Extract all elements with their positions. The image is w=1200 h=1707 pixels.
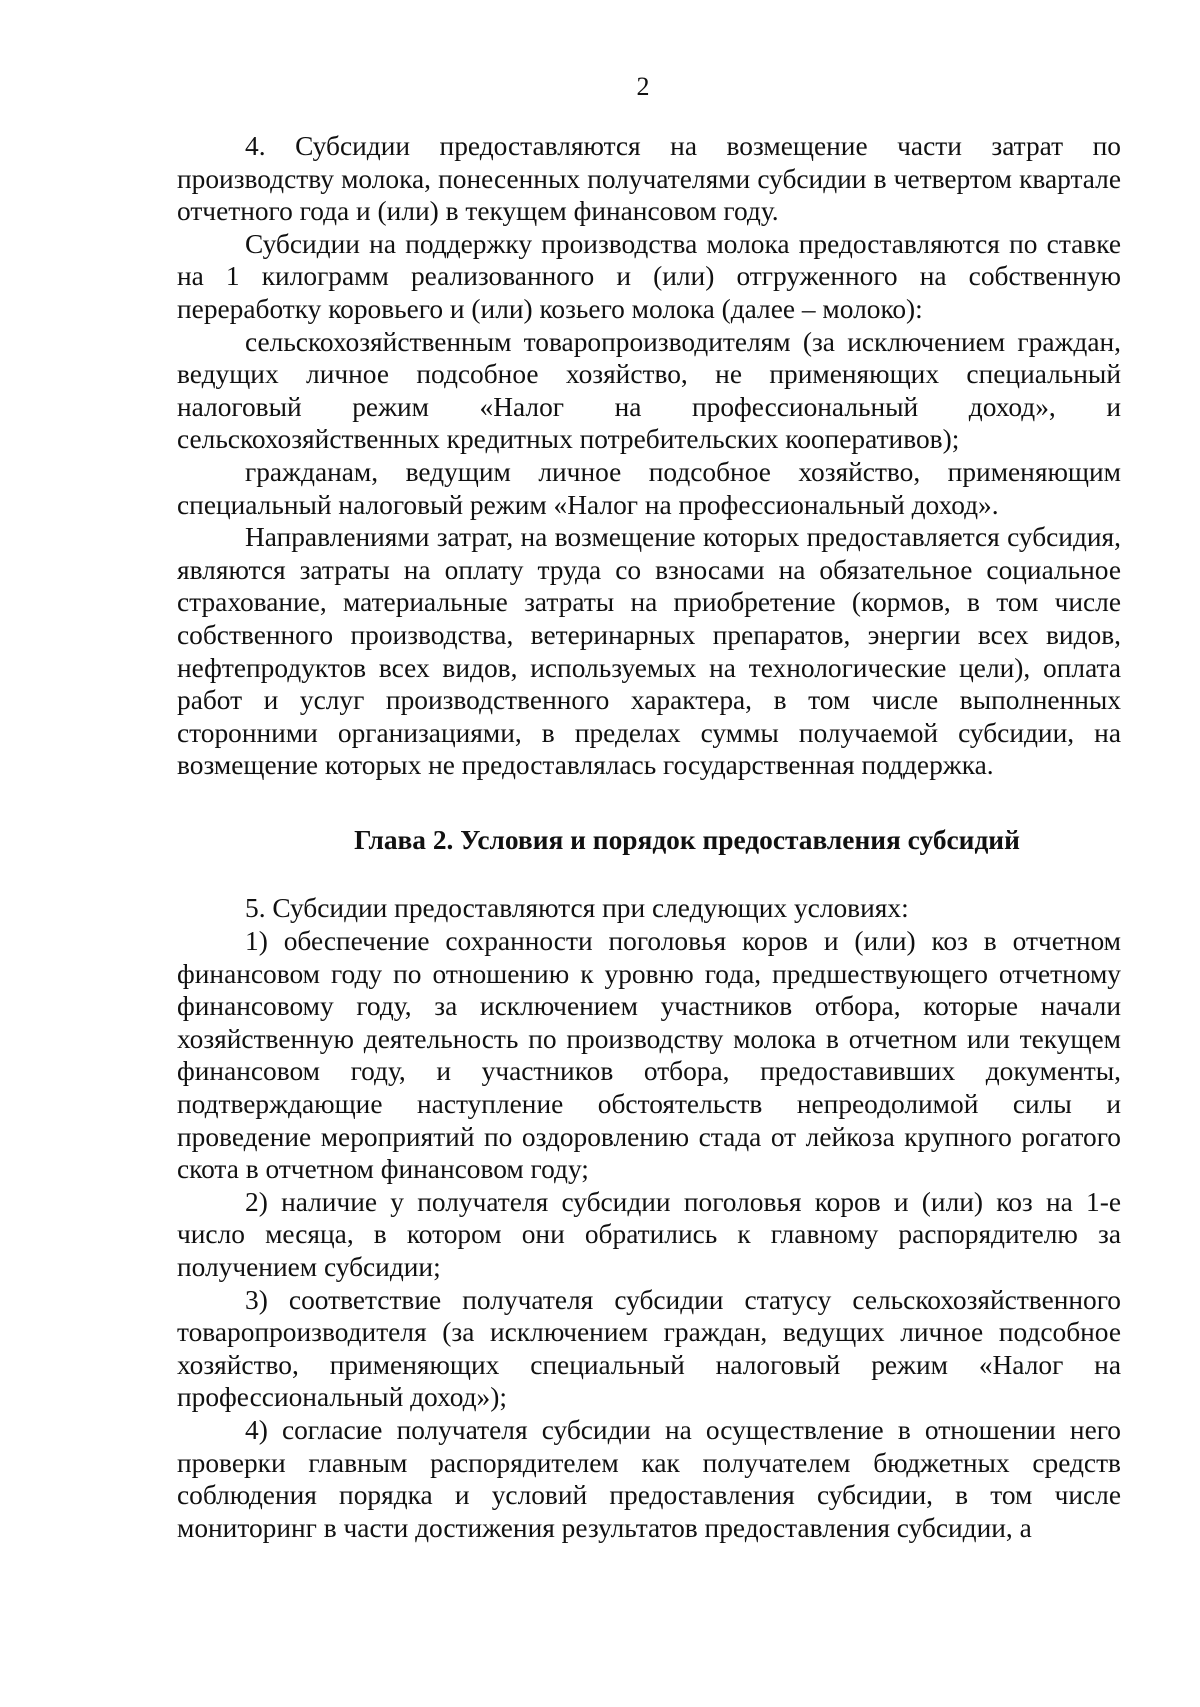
paragraph-item-5: 5. Субсидии предоставляются при следующих условиях:	[245, 893, 909, 924]
page-number: 2	[636, 72, 650, 101]
condition-2: 2) наличие у получателя субсидии поголовья коров и (или) коз на 1-е число месяца, в котором они обратились к главному распорядителю за получением субсидии;	[177, 1186, 1121, 1282]
paragraph-item-4: 4. Субсидии предоставляются на возмещение части затрат по производству молока, понесенных получателями субсидии в четвертом квартале отчетного года и (или) в текущем финансовом году.	[177, 131, 1121, 227]
paragraph-cost-directions: Направлениями затрат, на возмещение которых предоставляется субсидия, являются затраты на оплату труда со взносами на обязательное социальное страхование, материальные затраты на приобретение (кормов, в том числе собственного производства, ветеринарных препаратов, энергии всех видов, нефтепродуктов всех видов, используемых на технологические цели), оплата работ и услуг производственного характера, в том числе выполненных сторонними организациями, в пределах суммы получаемой субсидии, на возмещение которых не предоставлялась государственная поддержка.	[177, 522, 1121, 781]
condition-3: 3) соответствие получателя субсидии статусу сельскохозяйственного товаропроизводителя (за исключением граждан, ведущих личное подсобное хозяйство, применяющих специальный налоговый режим «Налог на профессиональный доход»);	[177, 1284, 1121, 1413]
paragraph-recipients-citizens: гражданам, ведущим личное подсобное хозяйство, применяющим специальный налоговый режим «Налог на профессиональный доход».	[177, 456, 1121, 520]
condition-1: 1) обеспечение сохранности поголовья коров и (или) коз в отчетном финансовом году по отношению к уровню года, предшествующего отчетному финансовому году, за исключением участников отбора, которые начали хозяйственную деятельность по производству молока в отчетном или текущем финансовом году, и участников отбора, предоставивших документы, подтверждающие наступление обстоятельств непреодолимой силы и проведение мероприятий по оздоровлению стада от лейкоза крупного рогатого скота в отчетном финансовом году;	[177, 926, 1121, 1185]
paragraph-recipients-producers: сельскохозяйственным товаропроизводителям (за исключением граждан, ведущих личное подсобное хозяйство, не применяющих специальный налоговый режим «Налог на профессиональный доход», и сельскохозяйственных кредитных потребительских кооперативов);	[177, 326, 1121, 455]
paragraph-subsidy-rate: Субсидии на поддержку производства молока предоставляются по ставке на 1 килограмм реализованного и (или) отгруженного на собственную переработку коровьего и (или) козьего молока (далее – молоко):	[177, 228, 1121, 324]
document-body	[177, 130, 1121, 1544]
chapter-heading: Глава 2. Условия и порядок предоставления субсидий	[354, 824, 1020, 855]
condition-4: 4) согласие получателя субсидии на осуществление в отношении него проверки главным распорядителем как получателем бюджетных средств соблюдения порядка и условий предоставления субсидии, в том числе мониторинг в части достижения результатов предоставления субсидии, а	[177, 1414, 1121, 1543]
